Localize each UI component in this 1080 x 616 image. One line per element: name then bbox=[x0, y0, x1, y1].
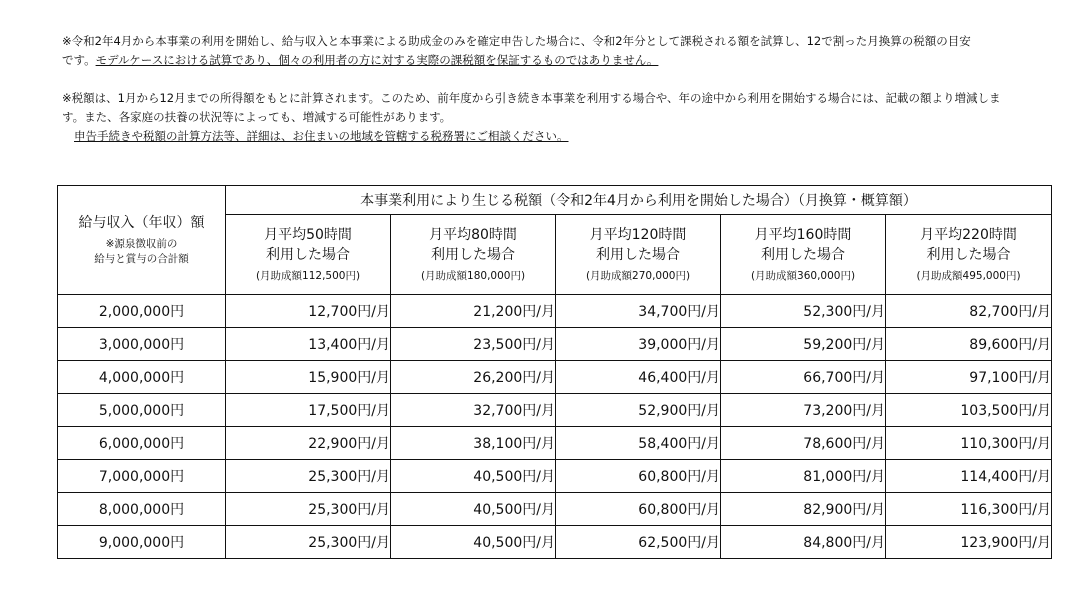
income-cell: 6,000,000円 bbox=[58, 427, 226, 460]
tax-value-cell: 13,400円/月 bbox=[226, 328, 391, 361]
column-header-line2: 利用した場合 bbox=[596, 246, 680, 263]
table-row bbox=[58, 460, 1052, 493]
table-row bbox=[58, 493, 1052, 526]
tax-value-cell: 22,900円/月 bbox=[226, 427, 391, 460]
column-header-3 bbox=[556, 215, 721, 295]
note-1-line-2 bbox=[62, 51, 1062, 70]
tax-value-cell: 52,300円/月 bbox=[721, 295, 886, 328]
column-header-line2: 利用した場合 bbox=[431, 246, 515, 263]
column-header-line1: 月平均80時間 bbox=[429, 226, 517, 243]
income-header-title: 給与収入（年収）額 bbox=[78, 215, 205, 231]
note-2-consult: 申告手続きや税額の計算方法等、詳細は、お住まいの地域を管轄する税務署にご相談ください。 bbox=[74, 129, 569, 143]
column-header-line3: (月助成額180,000円) bbox=[420, 269, 526, 282]
column-header-2 bbox=[391, 215, 556, 295]
column-header-line1: 月平均50時間 bbox=[264, 226, 352, 243]
tax-value-cell: 12,700円/月 bbox=[226, 295, 391, 328]
tax-value-cell: 25,300円/月 bbox=[226, 460, 391, 493]
tax-value-cell: 32,700円/月 bbox=[391, 394, 556, 427]
tax-value-cell: 81,000円/月 bbox=[721, 460, 886, 493]
column-header-line2: 利用した場合 bbox=[926, 246, 1011, 263]
table-row bbox=[58, 394, 1052, 427]
note-2-line-1: ※税額は、1月から12月までの所得額をもとに計算されます。このため、前年度から引き続き本事業を利用する場合や、年の途中から利用を開始する場合には、記載の額より増減しま bbox=[62, 91, 1001, 105]
column-header-1 bbox=[226, 215, 391, 295]
tax-value-cell: 40,500円/月 bbox=[391, 526, 556, 559]
tax-value-cell: 23,500円/月 bbox=[391, 328, 556, 361]
income-cell: 9,000,000円 bbox=[58, 526, 226, 559]
tax-value-cell: 103,500円/月 bbox=[886, 394, 1052, 427]
tax-value-cell: 114,400円/月 bbox=[886, 460, 1052, 493]
tax-value-cell: 59,200円/月 bbox=[721, 328, 886, 361]
tax-value-cell: 26,200円/月 bbox=[391, 361, 556, 394]
column-header-line1: 月平均120時間 bbox=[589, 226, 687, 243]
table-row bbox=[58, 526, 1052, 559]
column-header-line3: (月助成額495,000円) bbox=[916, 269, 1021, 282]
notes-section bbox=[62, 32, 1062, 146]
tax-value-cell: 58,400円/月 bbox=[556, 427, 721, 460]
tax-value-cell: 40,500円/月 bbox=[391, 460, 556, 493]
tax-value-cell: 38,100円/月 bbox=[391, 427, 556, 460]
tax-estimate-table bbox=[57, 185, 1052, 559]
column-header-4 bbox=[721, 215, 886, 295]
income-cell: 5,000,000円 bbox=[58, 394, 226, 427]
note-2-line-3 bbox=[62, 127, 1062, 146]
column-header-line3: (月助成額360,000円) bbox=[750, 269, 856, 282]
table-row bbox=[58, 295, 1052, 328]
tax-value-cell: 52,900円/月 bbox=[556, 394, 721, 427]
table-row bbox=[58, 427, 1052, 460]
note-1-line-2-plain: です。 bbox=[62, 53, 96, 67]
income-header-note-2: 給与と賞与の合計額 bbox=[94, 253, 189, 265]
income-header bbox=[58, 186, 226, 295]
note-1-disclaimer: モデルケースにおける試算であり、個々の利用者の方に対する実際の課税額を保証するものではありません。 bbox=[95, 53, 659, 67]
tax-value-cell: 110,300円/月 bbox=[886, 427, 1052, 460]
tax-value-cell: 21,200円/月 bbox=[391, 295, 556, 328]
tax-value-cell: 17,500円/月 bbox=[226, 394, 391, 427]
tax-value-cell: 73,200円/月 bbox=[721, 394, 886, 427]
income-cell: 7,000,000円 bbox=[58, 460, 226, 493]
column-header-line3: (月助成額112,500円) bbox=[255, 269, 361, 282]
column-header-5 bbox=[886, 215, 1052, 295]
column-header-line1: 月平均220時間 bbox=[920, 226, 1017, 243]
note-2-line-2: す。また、各家庭の扶養の状況等によっても、増減する可能性があります。 bbox=[62, 110, 452, 124]
table-row bbox=[58, 328, 1052, 361]
tax-value-cell: 116,300円/月 bbox=[886, 493, 1052, 526]
tax-value-cell: 89,600円/月 bbox=[886, 328, 1052, 361]
tax-value-cell: 25,300円/月 bbox=[226, 526, 391, 559]
tax-value-cell: 97,100円/月 bbox=[886, 361, 1052, 394]
table-row bbox=[58, 361, 1052, 394]
tax-value-cell: 60,800円/月 bbox=[556, 460, 721, 493]
column-header-line1: 月平均160時間 bbox=[754, 226, 852, 243]
tax-value-cell: 66,700円/月 bbox=[721, 361, 886, 394]
tax-value-cell: 60,800円/月 bbox=[556, 493, 721, 526]
tax-value-cell: 82,700円/月 bbox=[886, 295, 1052, 328]
income-cell: 2,000,000円 bbox=[58, 295, 226, 328]
table-body bbox=[58, 295, 1052, 559]
income-cell: 3,000,000円 bbox=[58, 328, 226, 361]
note-1-line-1: ※令和2年4月から本事業の利用を開始し、給与収入と本事業による助成金のみを確定申告した場合に、令和2年分として課税される額を試算し、12で割った月換算の税額の目安 bbox=[62, 34, 971, 48]
income-header-note-1: ※源泉徴収前の bbox=[105, 238, 178, 250]
tax-group-header: 本事業利用により生じる税額（令和2年4月から利用を開始した場合）（月換算・概算額） bbox=[226, 186, 1052, 215]
column-header-line2: 利用した場合 bbox=[761, 246, 845, 263]
tax-value-cell: 15,900円/月 bbox=[226, 361, 391, 394]
tax-value-cell: 82,900円/月 bbox=[721, 493, 886, 526]
column-header-line2: 利用した場合 bbox=[266, 246, 350, 263]
tax-value-cell: 84,800円/月 bbox=[721, 526, 886, 559]
tax-value-cell: 25,300円/月 bbox=[226, 493, 391, 526]
income-cell: 8,000,000円 bbox=[58, 493, 226, 526]
tax-value-cell: 78,600円/月 bbox=[721, 427, 886, 460]
tax-value-cell: 46,400円/月 bbox=[556, 361, 721, 394]
tax-value-cell: 34,700円/月 bbox=[556, 295, 721, 328]
column-header-line3: (月助成額270,000円) bbox=[585, 269, 691, 282]
income-cell: 4,000,000円 bbox=[58, 361, 226, 394]
tax-value-cell: 39,000円/月 bbox=[556, 328, 721, 361]
tax-value-cell: 62,500円/月 bbox=[556, 526, 721, 559]
tax-value-cell: 40,500円/月 bbox=[391, 493, 556, 526]
tax-value-cell: 123,900円/月 bbox=[886, 526, 1052, 559]
